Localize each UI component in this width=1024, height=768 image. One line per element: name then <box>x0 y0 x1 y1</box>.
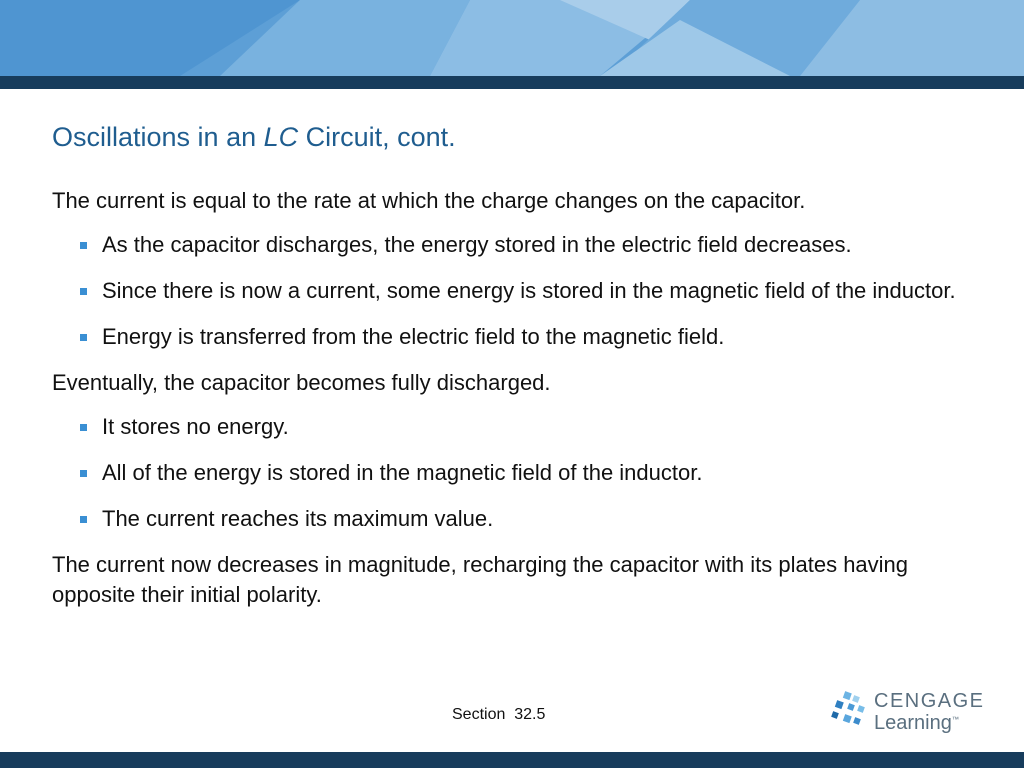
title-suffix: Circuit, cont. <box>298 122 456 152</box>
cengage-logo <box>830 688 985 740</box>
logo-wordmark-learning: Learning <box>874 712 952 734</box>
header-rule <box>0 76 1024 89</box>
title-italic: LC <box>263 122 299 152</box>
bullet-item <box>52 322 982 352</box>
cengage-logo-icon <box>830 690 868 730</box>
bullet-item <box>52 412 982 442</box>
bullet-list <box>52 412 982 534</box>
paragraph: The current is equal to the rate at which the charge changes on the capacitor. <box>52 188 806 213</box>
square-bullet-icon <box>80 242 87 249</box>
paragraph: The current now decreases in magnitude, recharging the capacitor with its plates having opposite their initial polarity. <box>52 552 909 607</box>
bullet-item <box>52 458 982 488</box>
bullet-text: It stores no energy. <box>102 414 289 439</box>
logo-wordmark-bottom <box>874 712 959 735</box>
square-bullet-icon <box>80 470 87 477</box>
header-banner <box>0 0 1024 76</box>
section-reference: Section 32.5 <box>452 706 546 723</box>
square-bullet-icon <box>80 288 87 295</box>
bullet-item <box>52 504 982 534</box>
banner-graphic <box>0 0 1024 76</box>
square-bullet-icon <box>80 424 87 431</box>
bullet-item <box>52 276 982 306</box>
bullet-text: The current reaches its maximum value. <box>102 506 494 531</box>
square-bullet-icon <box>80 516 87 523</box>
slide-title <box>52 119 456 155</box>
trademark-symbol: ™ <box>951 716 959 724</box>
bullet-item <box>52 230 982 260</box>
bullet-text: All of the energy is stored in the magnetic field of the inductor. <box>102 460 703 485</box>
bullet-text: As the capacitor discharges, the energy stored in the electric field decreases. <box>102 232 852 257</box>
bullet-text: Energy is transferred from the electric field to the magnetic field. <box>102 324 725 349</box>
bullet-list <box>52 230 982 352</box>
bullet-text: Since there is now a current, some energy is stored in the magnetic field of the inductor. <box>102 278 956 303</box>
paragraph: Eventually, the capacitor becomes fully discharged. <box>52 370 551 395</box>
title-prefix: Oscillations in an <box>52 122 264 152</box>
logo-wordmark-top: CENGAGE <box>874 690 985 712</box>
slide-body <box>52 186 982 624</box>
square-bullet-icon <box>80 334 87 341</box>
footer-rule <box>0 752 1024 768</box>
